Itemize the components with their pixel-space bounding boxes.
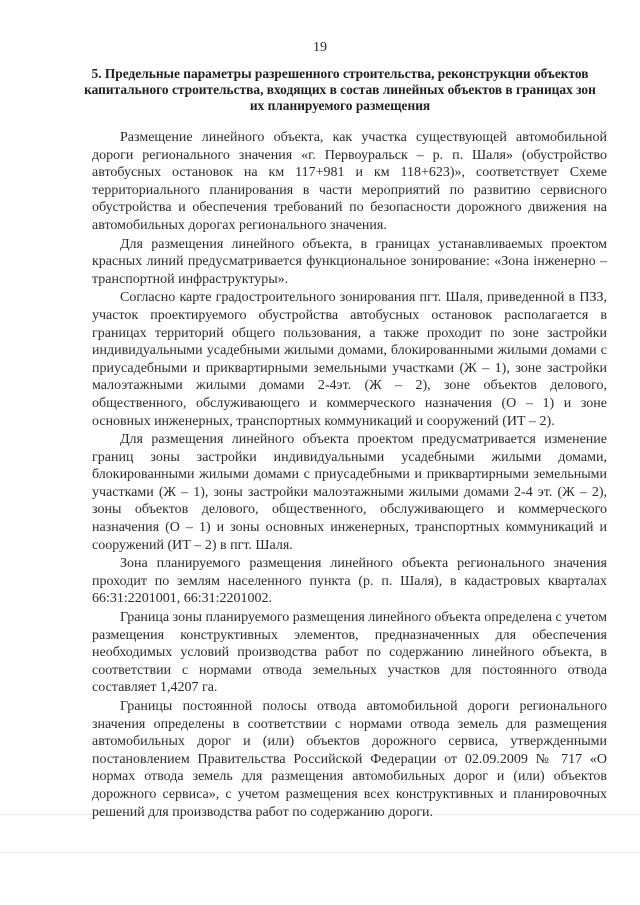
- page-number: 19: [313, 40, 327, 55]
- paragraph: Для размещения линейного объекта, в границах устанавливаемых проектом красных линий предусматривается функциональное зонирование: «Зона інженерно – транспортной инфраструктуры».: [92, 236, 607, 287]
- scan-edge-line: [0, 852, 640, 853]
- paragraph: Размещение линейного объекта, как участка существующей автомобильной дороги регионального значения «г. Первоуральск – р. п. Шаля» (обустройство автобусных остановок на км 117+981 и км 118+623)», соответствует Схеме территориального планирования в части мероприятий по развитию сервисного обустройства и обеспечения требований по безопасности дорожного движения на автомобильных дорогах регионального значения.: [92, 130, 607, 233]
- paragraph: Граница зоны планируемого размещения линейного объекта определена с учетом размещения конструктивных элементов, предназначенных для обеспечения необходимых условий производства работ по содержанию линейного объекта, в соответствии с нормами отвода земельных участков для постоянного отвода составляет 1,4207 га.: [92, 610, 607, 696]
- section-title: 5. Предельные параметры разрешенного строительства, реконструкции объектов капитального строительства, входящих в состав линейных объектов в границах зон их планируемого размещения: [84, 66, 596, 113]
- document-body: [92, 129, 607, 821]
- paragraph: Согласно карте градостроительного зонирования пгт. Шаля, приведенной в ПЗЗ, участок проектируемого обустройства автобусных остановок располагается в границах территорий общего пользования, а также проходит по зоне застройки индивидуальными усадебными жилыми домами, блокированными жилыми домами с приусадебными и приквартирными земельными участками (Ж – 1), зоне застройки малоэтажными жилыми домами 2-4эт. (Ж – 2), зоне объектов делового, общественного, обслуживающего и коммерческого назначения (О – 1) и зоне основных инженерных, транспортных коммуникаций и сооружений (ИТ – 2).: [92, 290, 607, 429]
- paragraph: Для размещения линейного объекта проектом предусматривается изменение границ зоны застройки индивидуальными усадебными жилыми домами, блокированными жилыми домами с приусадебными и приквартирными земельными участками (Ж – 1), зоны застройки малоэтажными жилыми домами 2-4 эт. (Ж – 2), зоны объектов делового, общественного, обслуживающего и коммерческого назначения (О – 1) и зоны основных инженерных, транспортных коммуникаций и сооружений (ИТ – 2) в пгт. Шаля.: [92, 432, 607, 553]
- paragraph: Зона планируемого размещения линейного объекта регионального значения проходит по землям населенного пункта (р. п. Шаля), в кадастровых кварталах 66:31:2201001, 66:31:2201002.: [92, 556, 607, 607]
- paragraph: Границы постоянной полосы отвода автомобильной дороги регионального значения определены в соответствии с нормами отвода земель для размещения автомобильных дорог и (или) объектов дорожного сервиса, утвержденными постановлением Правительства Российской Федерации от 02.09.2009 № 717 «О нормах отвода земель для размещения автомобильных дорог и (или) объектов дорожного сервиса», с учетом размещения всех конструктивных и планировочных решений для производства работ по содержанию дороги.: [92, 699, 607, 820]
